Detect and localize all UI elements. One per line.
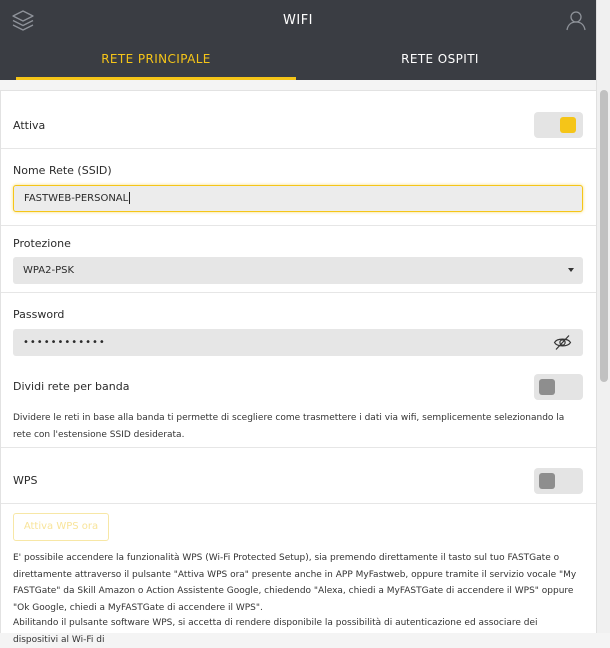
page-title: WIFI — [283, 13, 313, 28]
ssid-value: FASTWEB-PERSONAL — [24, 193, 129, 204]
divider — [1, 447, 596, 448]
eye-slash-icon[interactable] — [553, 334, 572, 351]
band-split-toggle[interactable] — [534, 374, 583, 400]
scrollbar-thumb[interactable] — [600, 90, 608, 382]
protection-select[interactable] — [13, 257, 583, 284]
ssid-input[interactable] — [13, 185, 583, 212]
toggle-knob — [539, 473, 555, 489]
tab-rete-principale[interactable]: RETE PRINCIPALE — [101, 52, 211, 66]
wps-toggle[interactable] — [534, 468, 583, 494]
protection-value: WPA2-PSK — [23, 265, 75, 276]
password-input[interactable] — [13, 329, 583, 356]
tab-rete-ospiti[interactable]: RETE OSPITI — [401, 52, 479, 66]
active-label: Attiva — [13, 119, 46, 132]
band-split-label: Dividi rete per banda — [13, 380, 130, 393]
active-tab-indicator — [16, 77, 296, 80]
chevron-down-icon[interactable] — [568, 268, 574, 272]
wps-description: E' possibile accendere la funzionalità WPS (Wi-Fi Protected Setup), sia premendo direttamente il tasto sul tuo FASTGate o direttamente attraverso il pulsante "Attiva WPS ora" presente anche in APP MyFastweb, oppure tramite il servizio vocale "My FASTGate" da Skill Amazon o Action Assistente Google, chiedendo "Alexa, chiedi a MyFASTGate di accendere il WPS" oppure "Ok Google, chiedi a MyFASTGate di accendere il WPS". — [13, 553, 577, 613]
divider — [1, 503, 596, 504]
toggle-knob — [560, 117, 576, 133]
active-toggle[interactable] — [534, 112, 583, 138]
text-caret — [129, 192, 130, 204]
band-split-description: Dividere le reti in base alla banda ti permette di scegliere come trasmettere i dati via wifi, semplicemente selezionando la rete con l'estensione SSID desiderata. — [13, 413, 565, 440]
wps-label: WPS — [13, 474, 38, 487]
activate-wps-button[interactable]: Attiva WPS ora — [13, 513, 109, 541]
password-value: •••••••••••• — [23, 337, 106, 348]
user-icon[interactable] — [564, 8, 588, 32]
divider — [1, 148, 596, 149]
ssid-label: Nome Rete (SSID) — [13, 164, 112, 177]
top-bar — [0, 0, 596, 80]
wps-description-continued: Abilitando il pulsante software WPS, si accetta di rendere disponibile la possibilità di autenticazione ed associare dei dispositivi al Wi-Fi di — [13, 618, 538, 645]
toggle-knob — [539, 379, 555, 395]
divider — [1, 292, 596, 293]
divider — [1, 225, 596, 226]
password-label: Password — [13, 308, 65, 321]
protection-label: Protezione — [13, 237, 71, 250]
